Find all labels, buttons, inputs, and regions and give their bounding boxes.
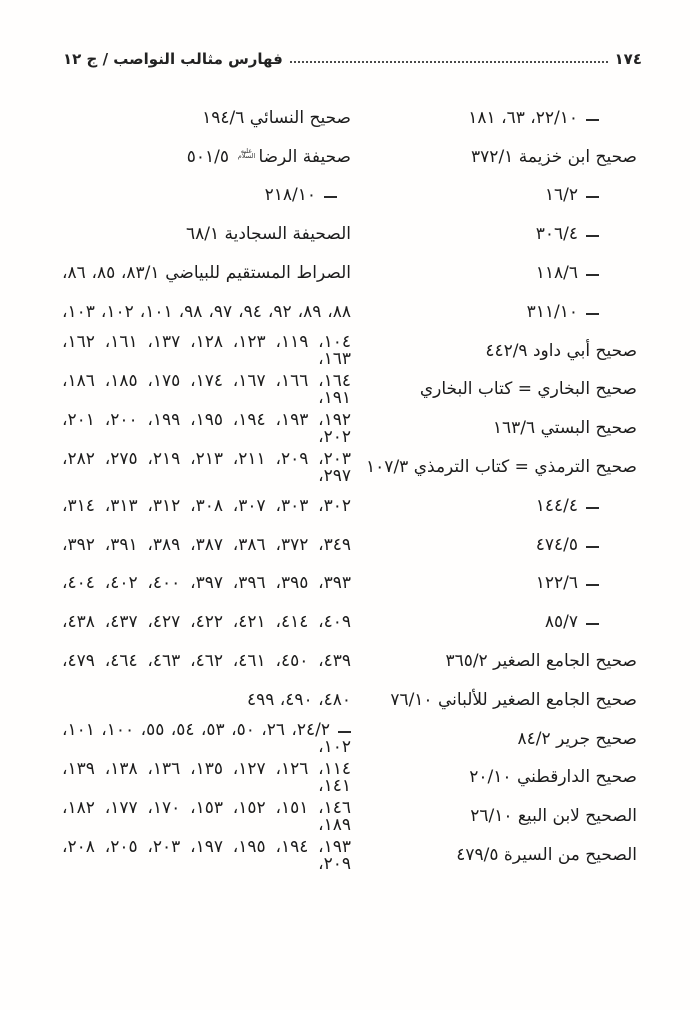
dash-marker xyxy=(324,196,337,198)
index-entry xyxy=(361,138,637,177)
index-entry-text: ٣٠٦/٤ xyxy=(361,226,599,243)
index-entry-text: صحيفة الرضاعليه السلام ٥٠١/٥ xyxy=(186,146,351,167)
index-entry xyxy=(361,215,637,254)
index-entry-text: ١٤٤/٤ xyxy=(361,498,599,515)
dash-marker xyxy=(586,235,599,237)
index-entry-text: الصحيح لابن البيع ٢٦/١٠ xyxy=(470,806,637,827)
index-entry-text: الصراط المستقيم للبياضي ٨٣/١، ٨٥، ٨٦، xyxy=(62,263,352,284)
index-column-left xyxy=(62,99,351,875)
index-entry xyxy=(361,526,637,565)
index-entry xyxy=(361,487,637,526)
index-body xyxy=(62,99,637,875)
index-entry xyxy=(62,565,351,604)
index-entry xyxy=(62,487,351,526)
index-entry-text: ٤٠٩، ٤١٤، ٤٢١، ٤٢٢، ٤٢٧، ٤٣٧، ٤٣٨، xyxy=(62,612,352,633)
index-entry-text: صحيح الترمذي = كتاب الترمذي ١٠٧/٣ xyxy=(366,457,637,478)
index-entry xyxy=(62,797,351,836)
index-entry xyxy=(62,720,351,759)
index-entry xyxy=(62,215,351,254)
index-entry xyxy=(62,603,351,642)
index-entry-text: ١٩٢، ١٩٣، ١٩٤، ١٩٥، ١٩٩، ٢٠٠، ٢٠١، ٢٠٢، xyxy=(62,409,352,447)
dash-marker xyxy=(586,546,599,548)
index-entry-text: ٣١١/١٠ xyxy=(361,304,599,321)
dash-marker xyxy=(586,507,599,509)
index-entry xyxy=(361,332,637,371)
dotted-leader xyxy=(290,61,608,63)
index-entry-text: ٢٢/١٠، ٦٣، ١٨١ xyxy=(361,110,599,127)
index-entry-text: صحيح أبي داود ٤٤٢/٩ xyxy=(485,340,637,361)
index-entry xyxy=(361,565,637,604)
index-entry-text: ١٦٤، ١٦٦، ١٦٧، ١٧٤، ١٧٥، ١٨٥، ١٨٦، ١٩١، xyxy=(62,370,352,408)
dash-marker xyxy=(586,584,599,586)
index-entry xyxy=(62,254,351,293)
index-entry-text: صحيح الجامع الصغير للألباني ٧٦/١٠ xyxy=(390,689,637,710)
index-column-right xyxy=(361,99,637,875)
index-entry-text: ٣٠٢، ٣٠٣، ٣٠٧، ٣٠٨، ٣١٢، ٣١٣، ٣١٤، xyxy=(62,495,352,516)
index-entry xyxy=(62,836,351,875)
index-entry xyxy=(361,448,637,487)
page-header xyxy=(63,50,642,68)
index-entry xyxy=(62,642,351,681)
index-entry-text: ٢١٨/١٠ xyxy=(62,187,337,204)
index-entry-text: صحيح الدارقطني ٢٠/١٠ xyxy=(469,767,637,788)
index-entry-text: صحيح الجامع الصغير ٣٦٥/٢ xyxy=(445,651,637,672)
index-entry xyxy=(62,332,351,371)
index-entry-text: ٣٤٩، ٣٧٢، ٣٨٦، ٣٨٧، ٣٨٩، ٣٩١، ٣٩٢، xyxy=(62,534,352,555)
index-entry-text: ١٢٢/٦ xyxy=(361,575,599,592)
honorific-mark: عليه السلام xyxy=(237,146,256,160)
index-entry-text: ١٩٣، ١٩٤، ١٩٥، ١٩٧، ٢٠٣، ٢٠٥، ٢٠٨، ٢٠٩، xyxy=(62,836,352,874)
index-entry-text: ٣٩٣، ٣٩٥، ٣٩٦، ٣٩٧، ٤٠٠، ٤٠٢، ٤٠٤، xyxy=(62,573,352,594)
index-entry-text: صحيح جرير ٨٤/٢ xyxy=(517,728,637,749)
index-entry-text: الصحيح من السيرة ٤٧٩/٥ xyxy=(456,845,637,866)
index-entry xyxy=(361,177,637,216)
index-entry xyxy=(62,681,351,720)
index-entry xyxy=(62,526,351,565)
dash-marker xyxy=(338,731,351,733)
index-entry-text: ٤٨٠، ٤٩٠، ٤٩٩ xyxy=(247,689,351,710)
index-entry-text: ١٦/٢ xyxy=(361,187,599,204)
dash-marker xyxy=(586,119,599,121)
index-entry-text: صحيح البخاري = كتاب البخاري xyxy=(419,379,637,400)
index-entry-text: ٢٤/٢، ٢٦، ٥٠، ٥٣، ٥٤، ٥٥، ١٠٠، ١٠١، ١٠٢، xyxy=(62,720,351,758)
index-entry xyxy=(361,603,637,642)
page-number: ١٧٤ xyxy=(614,50,642,68)
index-entry-text: ١١٤، ١٢٦، ١٢٧، ١٣٥، ١٣٦، ١٣٨، ١٣٩، ١٤١، xyxy=(62,758,352,796)
index-entry xyxy=(62,448,351,487)
index-entry xyxy=(361,642,637,681)
index-entry xyxy=(361,797,637,836)
index-entry-text: صحيح ابن خزيمة ٣٧٢/١ xyxy=(471,146,637,167)
index-entry-text: ٢٠٣، ٢٠٩، ٢١١، ٢١٣، ٢١٩، ٢٧٥، ٢٨٢، ٢٩٧، xyxy=(62,448,352,486)
index-entry-text: ١١٨/٦ xyxy=(361,265,599,282)
index-entry-text: الصحيفة السجادية ٦٨/١ xyxy=(185,224,351,245)
index-entry xyxy=(361,836,637,875)
dash-marker xyxy=(586,196,599,198)
index-entry xyxy=(62,759,351,798)
index-entry xyxy=(361,293,637,332)
dash-marker xyxy=(586,274,599,276)
index-entry xyxy=(62,409,351,448)
index-entry xyxy=(62,177,351,216)
dash-marker xyxy=(586,623,599,625)
index-entry xyxy=(361,720,637,759)
index-entry-text: ٨٨، ٨٩، ٩٢، ٩٤، ٩٧، ٩٨، ١٠١، ١٠٢، ١٠٣، xyxy=(62,301,352,322)
index-entry xyxy=(361,371,637,410)
index-entry-text: صحيح البستي ١٦٣/٦ xyxy=(492,418,637,439)
index-entry xyxy=(361,681,637,720)
index-entry xyxy=(361,409,637,448)
index-entry-text: ١٤٦، ١٥١، ١٥٢، ١٥٣، ١٧٠، ١٧٧، ١٨٢، ١٨٩، xyxy=(62,797,352,835)
index-entry xyxy=(361,254,637,293)
index-entry xyxy=(62,293,351,332)
index-entry-text: ٤٧٤/٥ xyxy=(361,537,599,554)
index-entry-text: ٨٥/٧ xyxy=(361,614,599,631)
index-entry xyxy=(361,99,637,138)
index-entry-text: ٤٣٩، ٤٥٠، ٤٦١، ٤٦٢، ٤٦٣، ٤٦٤، ٤٧٩، xyxy=(62,651,352,672)
dash-marker xyxy=(586,313,599,315)
index-entry xyxy=(62,138,351,177)
index-entry xyxy=(62,371,351,410)
header-title: فهارس مثالب النواصب / ج ١٢ xyxy=(63,50,283,68)
index-entry-text: ١٠٤، ١١٩، ١٢٣، ١٢٨، ١٣٧، ١٦١، ١٦٢، ١٦٣، xyxy=(62,332,352,370)
index-entry xyxy=(62,99,351,138)
index-entry xyxy=(361,759,637,798)
index-entry-text: صحيح النسائي ١٩٤/٦ xyxy=(202,107,351,128)
